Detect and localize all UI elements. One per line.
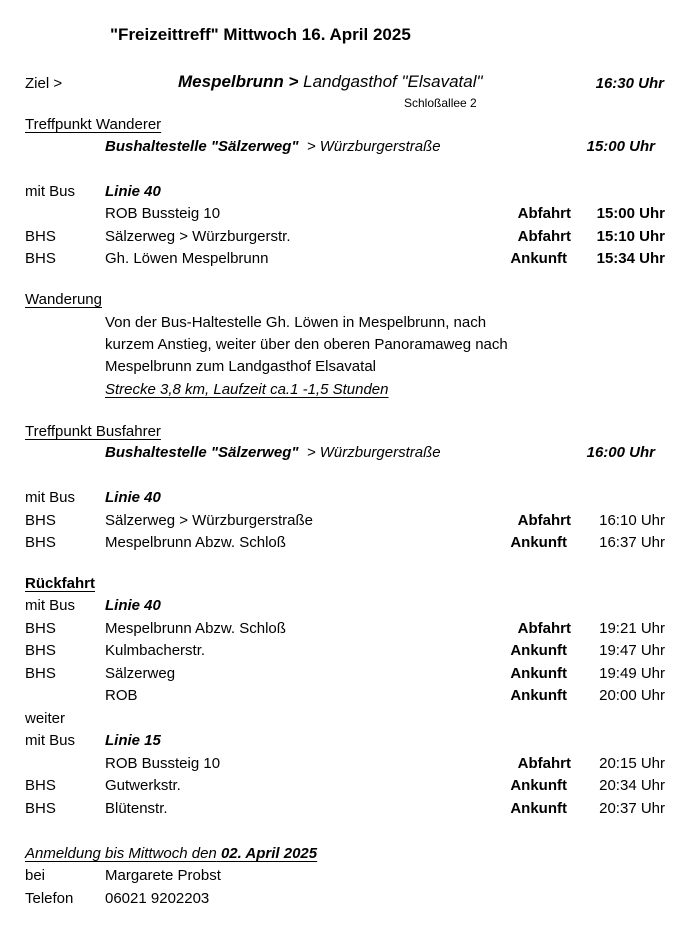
wanderung-line-2: kurzem Anstieg, weiter über den oberen Panoramaweg nach	[105, 336, 508, 353]
treffpunkt-busfahrer-time: 16:00 Uhr	[586, 444, 655, 461]
destination-venue: Landgasthof "Elsavatal"	[303, 72, 483, 91]
bus1-line: Linie 40	[105, 183, 161, 200]
weiter-label: weiter	[25, 710, 66, 727]
stop-name: Bushaltestelle "Sälzerweg"	[105, 138, 299, 155]
bus1-label: mit Bus	[25, 183, 76, 200]
treffpunkt-wanderer-time: 15:00 Uhr	[586, 138, 655, 155]
bus1-row2-type: Abfahrt	[517, 228, 571, 245]
rueck-row1-time: 19:21 Uhr	[599, 620, 665, 637]
bus1-row3-prefix: BHS	[25, 250, 56, 267]
rueckfahrt-line: Linie 40	[105, 597, 161, 614]
rueck-row3-time: 19:49 Uhr	[599, 665, 665, 682]
rueck2-row2-stop: Gutwerkstr.	[105, 777, 181, 794]
rueckfahrt-line2: Linie 15	[105, 732, 161, 749]
stop-name: Bushaltestelle "Sälzerweg"	[105, 444, 299, 461]
bus1-row1-type: Abfahrt	[517, 205, 571, 222]
bus1-row3-stop: Gh. Löwen Mespelbrunn	[105, 250, 269, 267]
rueck-row1-prefix: BHS	[25, 620, 56, 637]
rueck-row4-type: Ankunft	[510, 687, 567, 704]
treffpunkt-busfahrer-heading: Treffpunkt Busfahrer	[25, 423, 161, 440]
destination	[178, 73, 483, 90]
rueck2-row1-time: 20:15 Uhr	[599, 755, 665, 772]
rueckfahrt-bus2-label: mit Bus	[25, 732, 76, 749]
bus2-row2-type: Ankunft	[510, 534, 567, 551]
bus1-row1-time: 15:00 Uhr	[596, 205, 665, 222]
rueck-row2-time: 19:47 Uhr	[599, 642, 665, 659]
rueck-row3-type: Ankunft	[510, 665, 567, 682]
wanderung-line-1: Von der Bus-Haltestelle Gh. Löwen in Mespelbrunn, nach	[105, 314, 487, 331]
bus2-row2-prefix: BHS	[25, 534, 56, 551]
treffpunkt-wanderer-heading: Treffpunkt Wanderer	[25, 116, 162, 133]
rueck2-row1-stop: ROB Bussteig 10	[105, 755, 221, 772]
contact-phone: 06021 9202203	[105, 890, 210, 907]
rueck-row3-stop: Sälzerweg	[105, 665, 176, 682]
destination-town: Mespelbrunn >	[178, 72, 299, 91]
bus1-row2-stop: Sälzerweg > Würzburgerstr.	[105, 228, 291, 245]
bus1-row2-time: 15:10 Uhr	[596, 228, 665, 245]
bus1-row3-type: Ankunft	[510, 250, 567, 267]
page-title: "Freizeittreff" Mittwoch 16. April 2025	[110, 25, 411, 44]
rueck2-row2-type: Ankunft	[510, 777, 567, 794]
rueckfahrt-heading: Rückfahrt	[25, 575, 96, 592]
treffpunkt-busfahrer-stop	[105, 445, 441, 460]
anmeldung-date: 02. April 2025	[220, 845, 318, 862]
bus1-row2-prefix: BHS	[25, 228, 56, 245]
bei-label: bei	[25, 867, 46, 884]
rueck2-row2-prefix: BHS	[25, 777, 56, 794]
stop-street: > Würzburgerstraße	[306, 138, 441, 155]
bus1-row1-stop: ROB Bussteig 10	[105, 205, 221, 222]
bus2-label: mit Bus	[25, 489, 76, 506]
bus1-row3-time: 15:34 Uhr	[596, 250, 665, 267]
rueck-row4-stop: ROB	[105, 687, 138, 704]
rueck-row3-prefix: BHS	[25, 665, 56, 682]
ziel-label: Ziel >	[25, 75, 63, 92]
rueck-row2-prefix: BHS	[25, 642, 56, 659]
wanderung-line-3: Mespelbrunn zum Landgasthof Elsavatal	[105, 358, 376, 375]
rueck2-row2-time: 20:34 Uhr	[599, 777, 665, 794]
contact-name: Margarete Probst	[105, 867, 221, 884]
rueck-row2-type: Ankunft	[510, 642, 567, 659]
bus2-row2-time: 16:37 Uhr	[599, 534, 665, 551]
bus2-row1-prefix: BHS	[25, 512, 56, 529]
anmeldung-line	[25, 846, 317, 861]
destination-time: 16:30 Uhr	[595, 75, 664, 92]
stop-street: > Würzburgerstraße	[306, 444, 441, 461]
rueck-row4-time: 20:00 Uhr	[599, 687, 665, 704]
anmeldung-text: Anmeldung bis Mittwoch den	[25, 845, 217, 862]
bus2-line: Linie 40	[105, 489, 161, 506]
destination-address: Schloßallee 2	[404, 96, 477, 110]
telefon-label: Telefon	[25, 890, 74, 907]
rueck-row1-type: Abfahrt	[517, 620, 571, 637]
bus2-row2-stop: Mespelbrunn Abzw. Schloß	[105, 534, 286, 551]
rueck2-row3-prefix: BHS	[25, 800, 56, 817]
rueck2-row3-time: 20:37 Uhr	[599, 800, 665, 817]
rueck-row1-stop: Mespelbrunn Abzw. Schloß	[105, 620, 286, 637]
rueckfahrt-bus-label: mit Bus	[25, 597, 76, 614]
rueck2-row3-type: Ankunft	[510, 800, 567, 817]
rueck2-row3-stop: Blütenstr.	[105, 800, 168, 817]
bus2-row1-stop: Sälzerweg > Würzburgerstraße	[105, 512, 313, 529]
treffpunkt-wanderer-stop	[105, 139, 441, 154]
bus2-row1-time: 16:10 Uhr	[599, 512, 665, 529]
rueck-row2-stop: Kulmbacherstr.	[105, 642, 206, 659]
rueck2-row1-type: Abfahrt	[517, 755, 571, 772]
bus2-row1-type: Abfahrt	[517, 512, 571, 529]
wanderung-details: Strecke 3,8 km, Laufzeit ca.1 -1,5 Stunden	[105, 381, 389, 398]
wanderung-heading: Wanderung	[25, 291, 102, 308]
